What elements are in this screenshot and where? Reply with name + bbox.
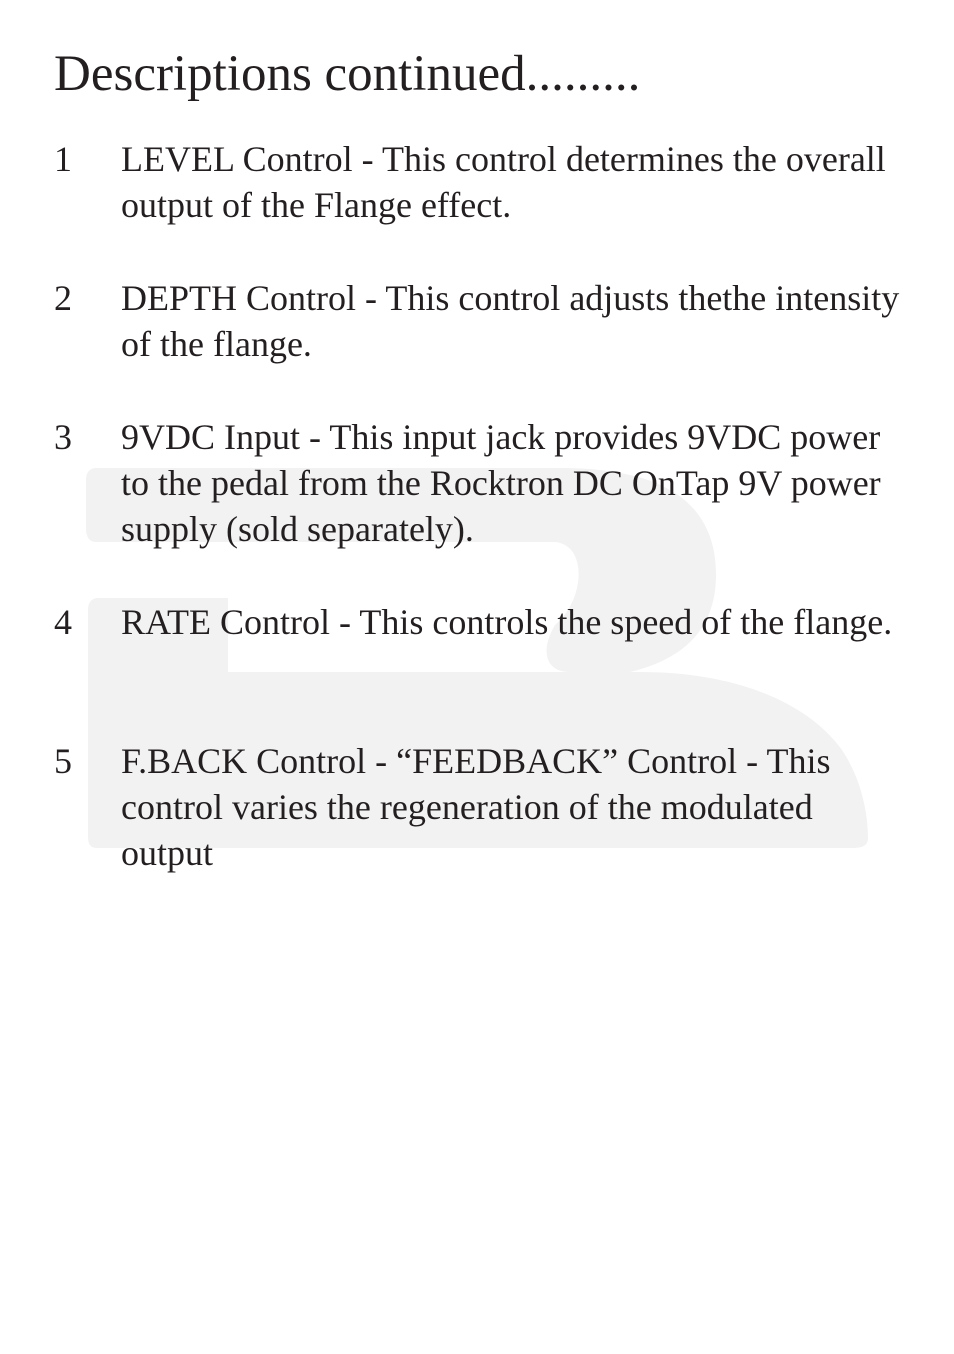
item-number: 2 bbox=[54, 278, 72, 318]
list-item bbox=[54, 275, 904, 367]
item-number: 4 bbox=[54, 602, 72, 642]
item-text: 9VDC Input - This input jack provides 9VDC power to the pedal from the Rocktron DC OnTap 9V power supply (sold separately). bbox=[121, 417, 881, 549]
item-text: DEPTH Control - This control adjusts thethe intensity of the flange. bbox=[121, 278, 900, 364]
item-number: 5 bbox=[54, 741, 72, 781]
list-item bbox=[54, 414, 904, 552]
item-text: LEVEL Control - This control determines the overall output of the Flange effect. bbox=[121, 139, 886, 225]
item-number: 1 bbox=[54, 139, 72, 179]
page-title: Descriptions continued......... bbox=[54, 46, 641, 102]
list-item bbox=[54, 738, 904, 876]
list-item bbox=[54, 136, 904, 228]
item-text: F.BACK Control - “FEEDBACK” Control - This control varies the regeneration of the modulated output bbox=[121, 741, 831, 873]
item-number: 3 bbox=[54, 417, 72, 457]
list-item bbox=[54, 599, 904, 645]
item-text: RATE Control - This controls the speed of the flange. bbox=[121, 602, 893, 642]
